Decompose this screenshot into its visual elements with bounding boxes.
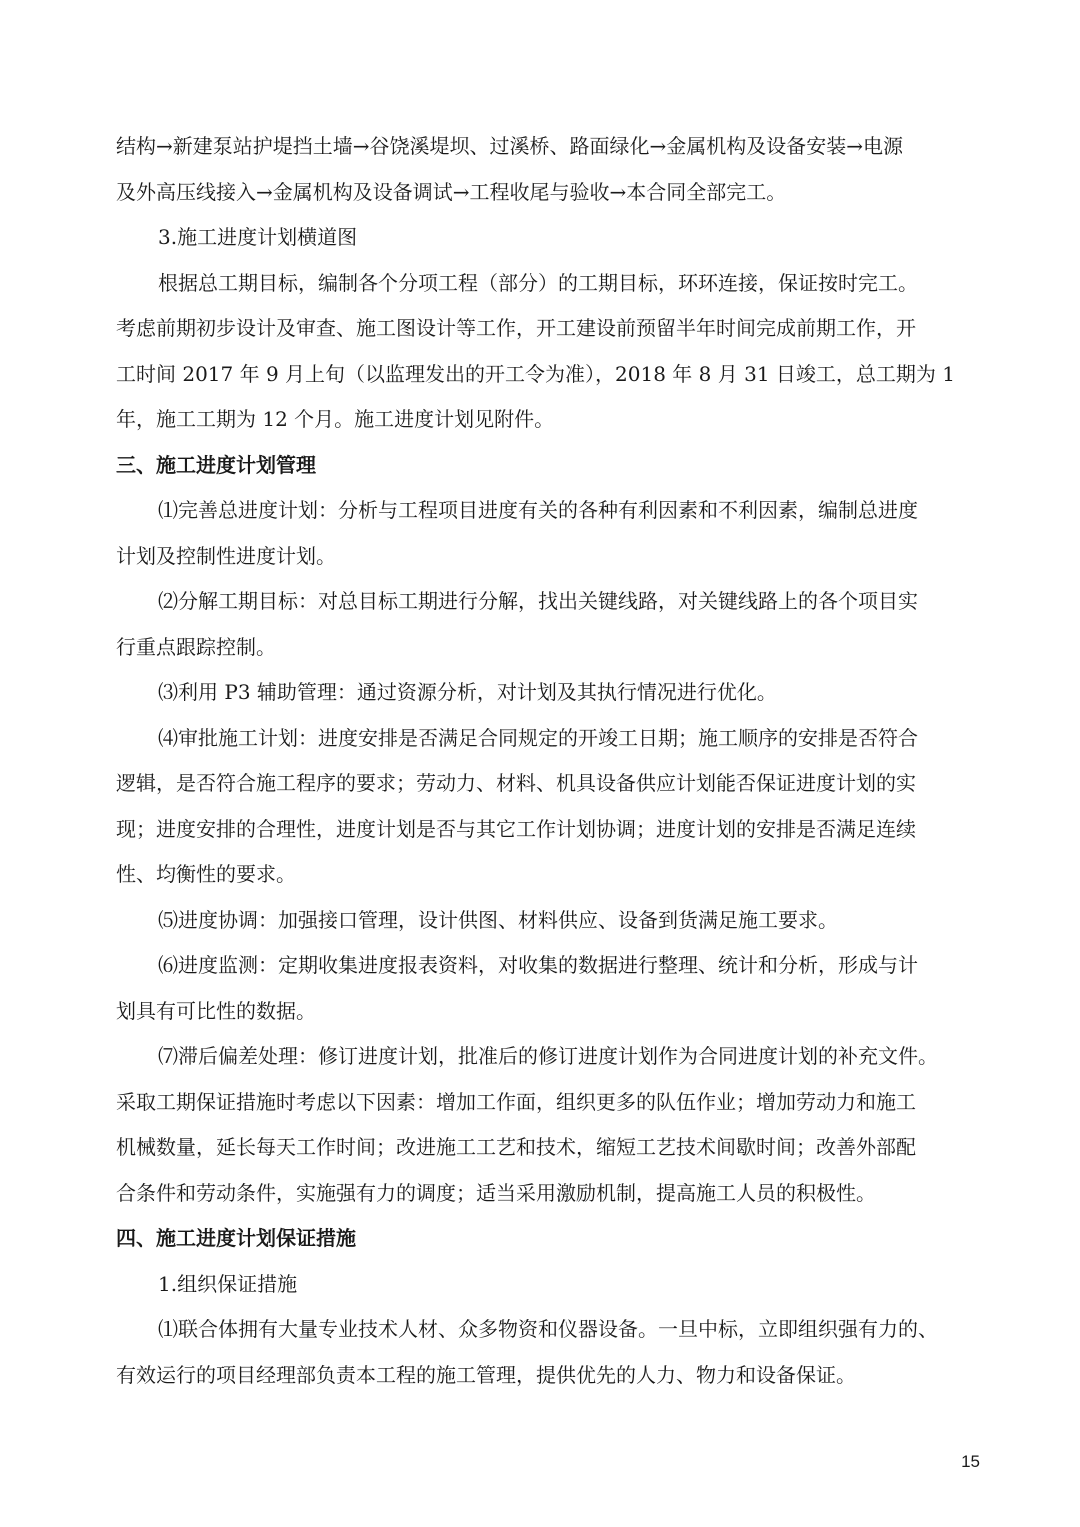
- text-line: 有效运行的项目经理部负责本工程的施工管理，提供优先的人力、物力和设备保证。: [116, 1362, 856, 1387]
- text-line: 机械数量，延长每天工作时间；改进施工工艺和技术，缩短工艺技术间歇时间；改善外部配: [116, 1135, 916, 1159]
- text-line: 现；进度安排的合理性，进度计划是否与其它工作计划协调；进度计划的安排是否满足连续: [116, 816, 916, 841]
- section-heading: 四、施工进度计划保证措施: [116, 1226, 356, 1250]
- text-line: ⑷审批施工计划：进度安排是否满足合同规定的开竣工日期；施工顺序的安排是否符合: [158, 725, 918, 750]
- text-line: ⑵分解工期目标：对总目标工期进行分解，找出关键线路，对关键线路上的各个项目实: [158, 589, 918, 613]
- page-number: 15: [961, 1452, 980, 1471]
- text-line: 年，施工工期为 12 个月。施工进度计划见附件。: [116, 407, 555, 431]
- text-line: ⑴联合体拥有大量专业技术人材、众多物资和仪器设备。一旦中标，立即组织强有力的、: [158, 1317, 938, 1341]
- text-line: ⑸进度协调：加强接口管理，设计供图、材料供应、设备到货满足施工要求。: [158, 907, 838, 932]
- text-line: 合条件和劳动条件，实施强有力的调度；适当采用激励机制，提高施工人员的积极性。: [116, 1180, 876, 1205]
- section-heading: 三、施工进度计划管理: [116, 452, 316, 477]
- text-line: ⑺滞后偏差处理：修订进度计划，批准后的修订进度计划作为合同进度计划的补充文件。: [158, 1044, 938, 1068]
- text-line: ⑴完善总进度计划：分析与工程项目进度有关的各种有利因素和不利因素，编制总进度: [158, 498, 918, 522]
- text-line: ⑹进度监测：定期收集进度报表资料，对收集的数据进行整理、统计和分析，形成与计: [158, 953, 918, 977]
- text-line: 根据总工期目标，编制各个分项工程（部分）的工期目标，环环连接，保证按时完工。: [158, 270, 918, 295]
- text-line: 考虑前期初步设计及审查、施工图设计等工作，开工建设前预留半年时间完成前期工作，开: [116, 316, 916, 340]
- text-line: 1.组织保证措施: [158, 1271, 298, 1296]
- document-body: [116, 124, 986, 1398]
- text-line: ⑶利用 P3 辅助管理：通过资源分析，对计划及其执行情况进行优化。: [158, 680, 777, 704]
- text-line: 3.施工进度计划横道图: [158, 225, 358, 249]
- text-line: 采取工期保证措施时考虑以下因素：增加工作面，组织更多的队伍作业；增加劳动力和施工: [116, 1089, 916, 1114]
- text-line: 及外高压线接入→金属机构及设备调试→工程收尾与验收→本合同全部完工。: [116, 179, 787, 204]
- text-line: 性、均衡性的要求。: [116, 862, 296, 886]
- text-line: 计划及控制性进度计划。: [116, 543, 336, 568]
- text-line: 工时间 2017 年 9 月上旬（以监理发出的开工令为准），2018 年 8 月 31 日竣工，总工期为 1: [116, 361, 955, 386]
- text-line: 结构→新建泵站护堤挡土墙→谷饶溪堤坝、过溪桥、路面绿化→金属机构及设备安装→电源: [116, 134, 904, 158]
- text-line: 行重点跟踪控制。: [116, 634, 276, 659]
- text-line: 划具有可比性的数据。: [116, 998, 316, 1023]
- text-line: 逻辑，是否符合施工程序的要求；劳动力、材料、机具设备供应计划能否保证进度计划的实: [116, 771, 916, 795]
